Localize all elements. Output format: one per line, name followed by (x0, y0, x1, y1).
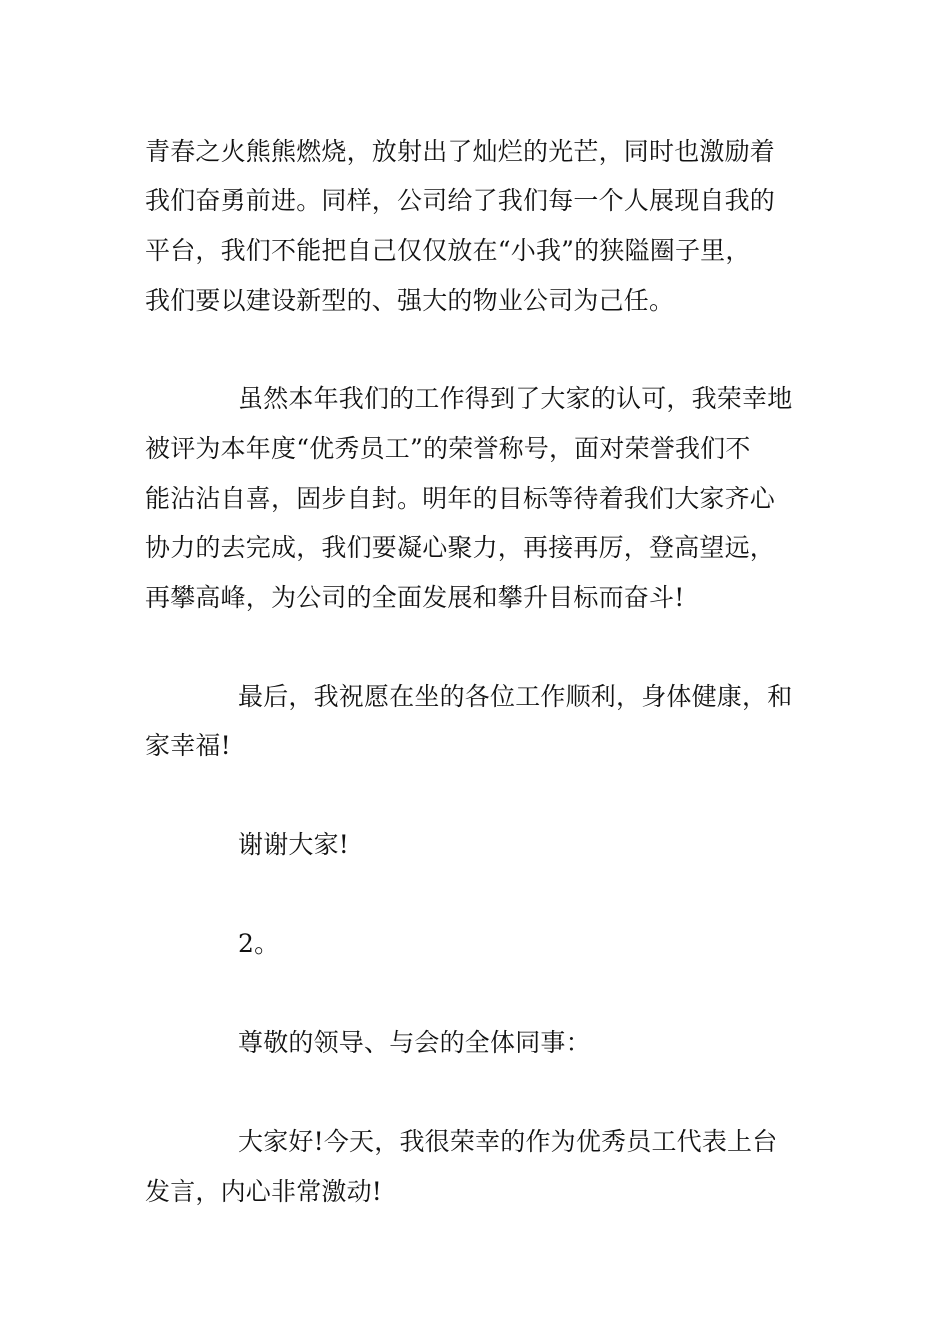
paragraph-2-line-5: 再攀高峰，为公司的全面发展和攀升目标而奋斗! (145, 583, 685, 612)
paragraph-2-line-2: 被评为本年度“优秀员工”的荣誉称号，面对荣誉我们不 (145, 434, 751, 463)
section-number: 2。 (238, 929, 280, 958)
salutation-line: 尊敬的领导、与会的全体同事： (238, 1028, 591, 1057)
paragraph-2-line-4: 协力的去完成，我们要凝心聚力，再接再厉，登高望远， (145, 533, 776, 562)
paragraph-7-line-2: 发言，内心非常激动! (145, 1177, 383, 1206)
paragraph-1-line-4: 我们要以建设新型的、强大的物业公司为己任。 (145, 286, 675, 315)
paragraph-2-line-3: 能沾沾自喜，固步自封。明年的目标等待着我们大家齐心 (145, 484, 776, 513)
paragraph-1-line-2: 我们奋勇前进。同样，公司给了我们每一个人展现自我的 (145, 186, 776, 215)
paragraph-7-line-1: 大家好!今天，我很荣幸的作为优秀员工代表上台 (238, 1127, 778, 1156)
paragraph-2-line-1: 虽然本年我们的工作得到了大家的认可，我荣幸地 (238, 384, 793, 413)
paragraph-3-line-2: 家幸福! (145, 731, 231, 760)
paragraph-1-line-3: 平台，我们不能把自己仅仅放在“小我”的狭隘圈子里， (145, 236, 751, 265)
paragraph-3-line-1: 最后，我祝愿在坐的各位工作顺利，身体健康，和 (238, 682, 793, 711)
paragraph-1-line-1: 青春之火熊熊燃烧，放射出了灿烂的光芒，同时也激励着 (145, 137, 776, 166)
thanks-line: 谢谢大家! (238, 830, 350, 859)
